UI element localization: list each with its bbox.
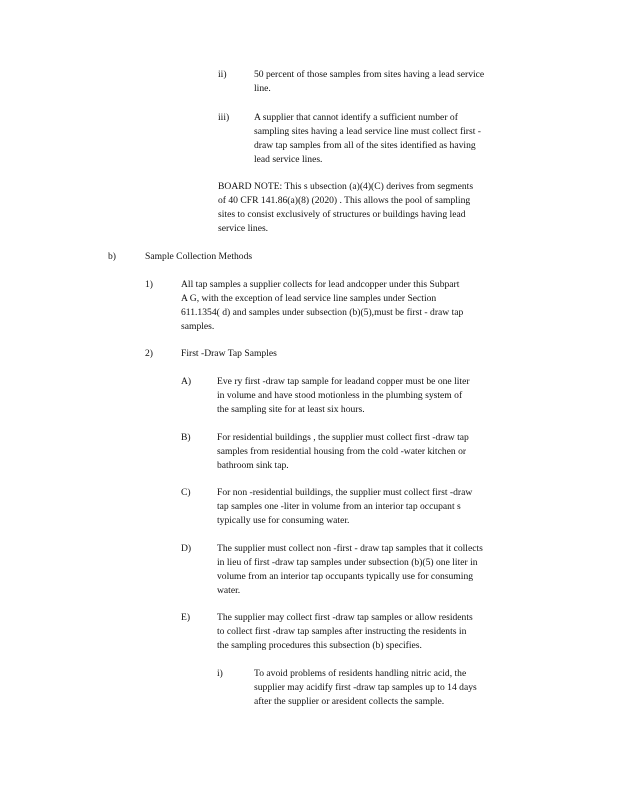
item-text [254, 111, 536, 167]
text-line: lead service lines. [254, 154, 323, 165]
item-label: 1) [145, 279, 153, 290]
text-line: All tap samples a supplier collects for lead andcopper under this Subpart [181, 279, 460, 290]
text-line: 50 percent of those samples from sites having a lead service [254, 69, 485, 80]
item-label: A) [181, 376, 192, 387]
item-label: i) [217, 668, 223, 679]
text-line: bathroom sink tap. [217, 460, 289, 471]
text-line: A G, with the exception of lead service line samples under Section [181, 293, 437, 304]
text-line: in volume and have stood motionless in the plumbing system of [217, 390, 463, 401]
text-line: To avoid problems of residents handling nitric acid, the [254, 668, 467, 679]
item-label: D) [181, 543, 192, 554]
text-line: First -Draw Tap Samples [181, 348, 277, 359]
text-line: volume from an interior tap occupants typically use for consuming [217, 571, 474, 582]
item-label: E) [181, 612, 191, 623]
text-line: after the supplier or aresident collects the sample. [254, 696, 445, 707]
item-label: b) [108, 251, 116, 262]
item-label: C) [181, 487, 191, 498]
item-text [217, 375, 526, 417]
text-line: of 40 CFR 141.86(a)(8) (2020) . This allows the pool of sampling [218, 195, 471, 206]
text-line: samples from residential housing from the cold -water kitchen or [217, 446, 467, 457]
item-text [217, 611, 528, 653]
subsection-heading [181, 347, 481, 361]
text-line: tap samples one -liter in volume from an interior tap occupant s [217, 501, 461, 512]
item-text [254, 68, 536, 96]
text-line: 611.1354( d) and samples under subsection (b)(5),must be first - draw tap [181, 307, 464, 318]
text-line: For residential buildings , the supplier must collect first -draw tap [217, 432, 469, 443]
text-line: the sampling procedures this subsection (b) specifies. [217, 640, 422, 651]
text-line: samples. [181, 321, 215, 332]
item-label: B) [181, 432, 191, 443]
text-line: supplier may acidify first -draw tap samples up to 14 days [254, 682, 477, 693]
item-label: 2) [145, 348, 153, 359]
text-line: Eve ry first -draw tap sample for leadand copper must be one liter [217, 376, 470, 387]
text-line: line. [254, 83, 271, 94]
item-text [217, 431, 526, 473]
text-line: typically use for consuming water. [217, 515, 350, 526]
text-line: sites to consist exclusively of structures or buildings having lead [218, 209, 466, 220]
text-line: The supplier may collect first -draw tap samples or allow residents [217, 612, 473, 623]
item-text [254, 667, 528, 709]
text-line: to collect first -draw tap samples after instructing the residents in [217, 626, 467, 637]
text-line: in lieu of first -draw tap samples under subsection (b)(5) one liter in [217, 557, 478, 568]
text-line: Sample Collection Methods [145, 251, 253, 262]
text-line: The supplier must collect non -first - draw tap samples that it collects [217, 543, 483, 554]
text-line: draw tap samples from all of the sites identified as having [254, 140, 476, 151]
text-line: sampling sites having a lead service line must collect first - [254, 126, 481, 137]
board-note [218, 180, 530, 236]
text-line: service lines. [218, 223, 269, 234]
text-line: A supplier that cannot identify a sufficient number of [254, 112, 458, 123]
section-heading [145, 250, 445, 264]
item-text [217, 542, 541, 598]
text-line: the sampling site for at least six hours. [217, 404, 365, 415]
item-text [217, 486, 528, 528]
text-line: water. [217, 585, 241, 596]
text-line: BOARD NOTE: This s ubsection (a)(4)(C) derives from segments [218, 181, 474, 192]
text-line: For non -residential buildings, the supplier must collect first -draw [217, 487, 473, 498]
item-label: ii) [218, 69, 227, 80]
item-label: iii) [218, 112, 230, 123]
item-text [181, 278, 528, 334]
